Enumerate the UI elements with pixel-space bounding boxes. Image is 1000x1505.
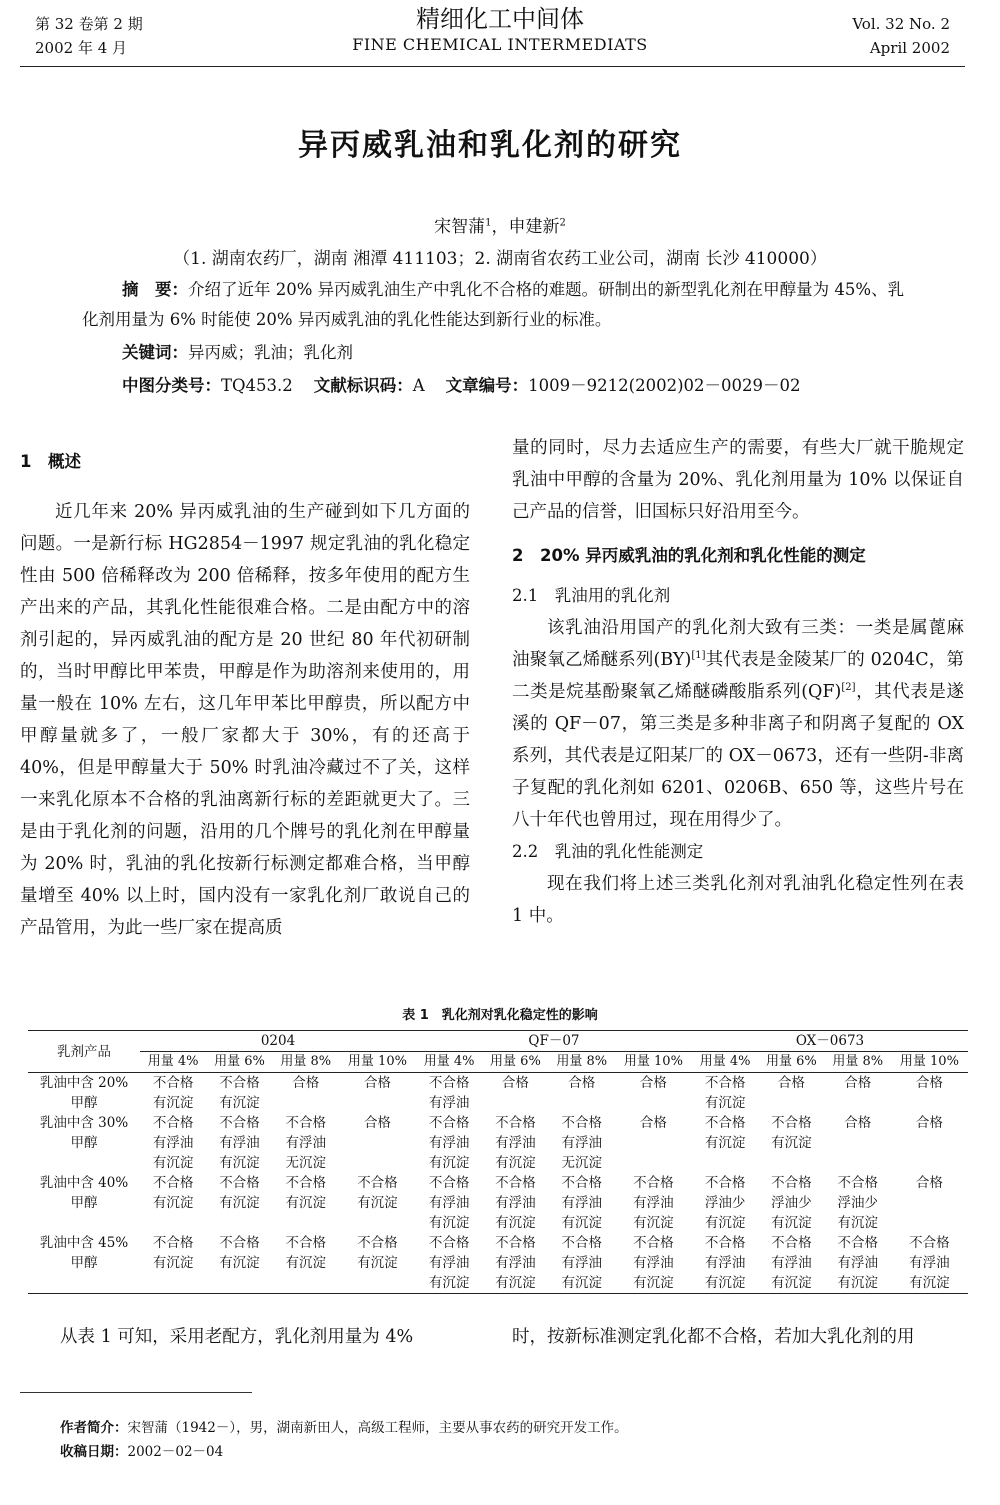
- table-cell-line: 不合格: [633, 1235, 674, 1251]
- table-cell: [273, 1113, 339, 1173]
- reference-1: [1]: [691, 650, 706, 662]
- table-cell-line: 不合格: [837, 1175, 878, 1191]
- keywords: [122, 339, 353, 363]
- section-2-heading: 2 20% 异丙威乳油的乳化剂和乳化性能的测定: [512, 546, 866, 565]
- table-cell-line: 不合格: [704, 1175, 746, 1191]
- table-cell-line: 有沉淀: [704, 1275, 746, 1291]
- date-cn: 2002 年 4 月: [35, 39, 128, 57]
- table-cell: [206, 1113, 272, 1173]
- table-cell-line: 不合格: [495, 1175, 536, 1191]
- table-cell: [140, 1173, 206, 1233]
- table-cell-line: 有沉淀: [495, 1275, 536, 1291]
- table-cell-line: 合格: [915, 1115, 943, 1131]
- table-cell-line: 有沉淀: [285, 1195, 326, 1211]
- table-cell: [140, 1113, 206, 1173]
- table-cell-line: 有沉淀: [152, 1095, 194, 1111]
- table-cell: [692, 1073, 758, 1114]
- table-row-label-line: 乳油中含 30%: [39, 1115, 129, 1131]
- table-cell: [482, 1073, 548, 1114]
- table-cell: [273, 1073, 339, 1114]
- received-date-value: 2002－02－04: [127, 1444, 224, 1460]
- table-subheader-cell: 用量 10%: [339, 1052, 416, 1073]
- table-subheader-row: [28, 1052, 968, 1073]
- table-cell: [482, 1113, 548, 1173]
- table-group-qf07: QF－07: [416, 1031, 692, 1052]
- clc-label: 中图分类号：: [122, 376, 221, 395]
- table-cell-line: 合格: [363, 1075, 391, 1091]
- affiliations: （1. 湖南农药厂，湖南 湘潭 411103；2. 湖南省农药工业公司，湖南 长沙 410000）: [173, 249, 827, 269]
- table-cell-line: 有浮油: [495, 1195, 536, 1211]
- table-cell-line: 合格: [777, 1075, 805, 1091]
- author-2-affil: 2: [559, 217, 566, 229]
- table-cell-line: 不合格: [428, 1075, 470, 1091]
- section-2-2-paragraph: 现在我们将上述三类乳化剂对乳油乳化稳定性列在表 1 中。: [512, 874, 964, 926]
- table-cell-line: 有沉淀: [837, 1275, 878, 1291]
- table-row: [28, 1113, 968, 1173]
- table-cell-line: 有沉淀: [633, 1215, 674, 1231]
- table-cell-line: 不合格: [704, 1075, 746, 1091]
- journal-name-en: FINE CHEMICAL INTERMEDIATS: [352, 35, 648, 54]
- table-row-label-line: 甲醇: [70, 1135, 98, 1151]
- table-cell: [273, 1173, 339, 1233]
- table-cell-line: 有沉淀: [357, 1255, 398, 1271]
- table-cell-line: 不合格: [219, 1235, 260, 1251]
- received-date: [60, 1440, 223, 1460]
- doc-code-value: A: [412, 376, 425, 395]
- table-cell-line: 合格: [501, 1075, 529, 1091]
- table-cell-line: 有沉淀: [152, 1155, 194, 1171]
- table-1-caption: 表 1 乳化剂对乳化稳定性的影响: [402, 1008, 598, 1023]
- table-row-label-line: 甲醇: [70, 1255, 98, 1271]
- table-cell-line: 有沉淀: [428, 1275, 470, 1291]
- table-cell-line: 有沉淀: [219, 1195, 260, 1211]
- article-no-label: 文章编号：: [445, 376, 529, 395]
- table-body: [28, 1073, 968, 1294]
- table-cell-line: 不合格: [704, 1115, 746, 1131]
- article-title: 异丙威乳油和乳化剂的研究: [298, 128, 682, 163]
- table-cell-line: 无沉淀: [561, 1155, 602, 1171]
- after-table-text-right: 时，按新标准测定乳化都不合格，若加大乳化剂的用: [512, 1327, 915, 1347]
- table-cell: [416, 1073, 482, 1114]
- author-bio-label: 作者简介：: [60, 1420, 128, 1436]
- doc-code-label: 文献标识码：: [313, 376, 413, 395]
- table-row-label-line: 乳油中含 40%: [39, 1175, 129, 1191]
- table-cell-line: 有沉淀: [152, 1195, 194, 1211]
- section-2-1-text-b: 其代表是金陵某厂的 0204C，第二类是烷基酚聚氧乙烯醚磷酸脂系列(QF): [512, 650, 964, 702]
- table-cell: [482, 1233, 548, 1294]
- table-row: [28, 1173, 968, 1233]
- table-cell-line: 合格: [363, 1115, 391, 1131]
- journal-name-cn: 精细化工中间体: [416, 5, 584, 33]
- table-cell: [140, 1073, 206, 1114]
- author-bio: [60, 1416, 628, 1436]
- section-2-2-heading: 2.2 乳油的乳化性能测定: [512, 842, 704, 861]
- table-cell-line: 不合格: [219, 1115, 260, 1131]
- table-cell-line: 不合格: [561, 1115, 602, 1131]
- table-cell: [416, 1173, 482, 1233]
- table-cell: [339, 1233, 416, 1294]
- table-cell-line: 有沉淀: [704, 1095, 746, 1111]
- table-cell-line: 不合格: [495, 1115, 536, 1131]
- author-bio-text: 宋智蒲（1942－），男，湖南新田人，高级工程师，主要从事农药的研究开发工作。: [127, 1420, 628, 1436]
- table-cell-line: 不合格: [837, 1235, 878, 1251]
- table-cell-line: 无沉淀: [285, 1155, 326, 1171]
- table-cell-line: 有浮油: [285, 1135, 326, 1151]
- left-column: [20, 446, 470, 944]
- journal-name: [0, 4, 1000, 56]
- table-cell: [891, 1073, 968, 1114]
- table-cell-line: 有浮油: [495, 1255, 536, 1271]
- table-cell-line: 合格: [915, 1175, 943, 1191]
- authors: [0, 212, 1000, 237]
- table-cell-line: 有浮油: [633, 1195, 674, 1211]
- table-cell-line: 不合格: [561, 1175, 602, 1191]
- table-cell-line: 有沉淀: [771, 1215, 812, 1231]
- table-cell-line: 有沉淀: [495, 1215, 536, 1231]
- table-row-label-line: 乳油中含 20%: [39, 1075, 129, 1091]
- table-cell: [692, 1113, 758, 1173]
- table-cell-line: 有浮油: [495, 1135, 536, 1151]
- abstract: [82, 275, 912, 335]
- table-cell-line: 浮油少: [837, 1195, 878, 1211]
- table-subheader-cell: 用量 4%: [692, 1052, 758, 1073]
- issue-info-en: [852, 12, 950, 60]
- table-cell-line: 不合格: [495, 1235, 536, 1251]
- author-1-affil: 1: [485, 217, 492, 229]
- table-cell-line: 有浮油: [219, 1135, 260, 1151]
- table-cell-line: 有浮油: [837, 1255, 878, 1271]
- table-row-label-line: 甲醇: [70, 1195, 98, 1211]
- volume-en: Vol. 32 No. 2: [852, 15, 950, 33]
- table-cell-line: 有沉淀: [909, 1275, 950, 1291]
- received-date-label: 收稿日期：: [60, 1444, 128, 1460]
- table-cell-line: 不合格: [771, 1235, 812, 1251]
- table-cell: [891, 1173, 968, 1233]
- section-2-1-text-c: ，其代表是遂溪的 QF－07，第三类是多种非离子和阴离子复配的 OX 系列，其代表是辽阳某厂的 OX－0673，还有一些阴-非离子复配的乳化剂如 6201、0206B、650 等，这些片号在八十年代也曾用过，现在用得少了。: [512, 682, 964, 830]
- section-2-1-text-a: 该乳油沿用国产的乳化剂大致有三类：一类是属蓖麻油聚氧乙烯醚系列(BY): [512, 618, 964, 670]
- table-cell-line: 有沉淀: [219, 1255, 260, 1271]
- table-cell: [140, 1233, 206, 1294]
- table-cell-line: 有沉淀: [285, 1255, 326, 1271]
- table-cell: [758, 1113, 824, 1173]
- table-cell-line: 合格: [844, 1075, 872, 1091]
- table-cell-line: 合格: [639, 1075, 667, 1091]
- table-cell-line: 有浮油: [428, 1195, 470, 1211]
- table-cell: [758, 1173, 824, 1233]
- table-subheader-cell: 用量 6%: [758, 1052, 824, 1073]
- table-row-label-line: 甲醇: [70, 1095, 98, 1111]
- table-group-ox0673: OX－0673: [692, 1031, 968, 1052]
- classification: [122, 372, 801, 396]
- table-cell-line: 不合格: [152, 1075, 194, 1091]
- section-1-paragraph: 近几年来 20% 异丙威乳油的生产碰到如下几方面的问题。一是新行标 HG2854－1997 规定乳油的乳化稳定性由 500 倍稀释改为 200 倍稀释，按多年使用的配方生产出来的产品，其乳化性能很难合格。二是由配方中的溶剂引起的，异丙威乳油的配方是 20 世纪 80 年代初研制的，当时甲醇比甲苯贵，甲醇是作为助溶剂来使用的，用量一般在 10% 左右，这几年甲苯比甲醇贵，所以配方中甲醇量就多了，一般厂家都大于 30%，有的还高于 40%，但是甲醇量大于 50% 时乳油冷藏过不了关，这样一来乳化原本不合格的乳油离新行标的差距就更大了。三是由于乳化剂的问题，沿用的几个牌号的乳化剂在甲醇量为 20% 时，乳油的乳化按新行标测定都难合格，当甲醇量增至 40% 以上时，国内没有一家乳化剂厂敢说自己的产品管用，为此一些厂家在提高质: [20, 502, 470, 938]
- table-row-label: [28, 1073, 140, 1114]
- abstract-label: 摘 要：: [122, 280, 188, 299]
- table-cell-line: 不合格: [152, 1115, 194, 1131]
- table-cell-line: 有沉淀: [633, 1275, 674, 1291]
- table-subheader-cell: 用量 4%: [140, 1052, 206, 1073]
- table-cell-line: 不合格: [219, 1075, 260, 1091]
- table-cell-line: 有沉淀: [704, 1135, 746, 1151]
- right-column: [512, 432, 964, 932]
- table-cell: [692, 1173, 758, 1233]
- table-cell-line: 有沉淀: [428, 1155, 470, 1171]
- volume-cn: 第 32 卷第 2 期: [35, 15, 143, 33]
- table-cell: [549, 1233, 615, 1294]
- table-cell-line: 不合格: [357, 1235, 398, 1251]
- table-subheader-cell: 用量 4%: [416, 1052, 482, 1073]
- table-cell: [758, 1073, 824, 1114]
- table-cell-line: 不合格: [909, 1235, 950, 1251]
- table-cell-line: 有浮油: [561, 1135, 602, 1151]
- table-cell: [549, 1073, 615, 1114]
- table-cell: [206, 1233, 272, 1294]
- table-cell-line: 有沉淀: [219, 1095, 260, 1111]
- table-cell: [758, 1233, 824, 1294]
- table-cell-line: 合格: [568, 1075, 596, 1091]
- table-cell-line: 不合格: [285, 1235, 326, 1251]
- table-cell-line: 不合格: [152, 1175, 194, 1191]
- table-cell-line: 有沉淀: [561, 1215, 602, 1231]
- table-cell-line: 有浮油: [704, 1255, 746, 1271]
- table-cell-line: 不合格: [285, 1115, 326, 1131]
- table-subheader-cell: 用量 8%: [825, 1052, 891, 1073]
- table-cell: [615, 1073, 692, 1114]
- table-cell-line: 有浮油: [909, 1255, 950, 1271]
- author-1: 宋智蒲: [434, 217, 486, 237]
- header-rule: [20, 66, 965, 67]
- table-cell-line: 不合格: [357, 1175, 398, 1191]
- section-2-1-paragraph: [512, 612, 964, 836]
- table-row-label: [28, 1113, 140, 1173]
- table-cell: [615, 1233, 692, 1294]
- article-no-value: 1009－9212(2002)02－0029－02: [528, 376, 801, 395]
- table-cell-line: 合格: [915, 1075, 943, 1091]
- table-cell-line: 浮油少: [771, 1195, 812, 1211]
- keywords-text: 异丙威；乳油；乳化剂: [188, 343, 353, 362]
- table-cell-line: 不合格: [704, 1235, 746, 1251]
- table-row: [28, 1073, 968, 1114]
- table-cell-line: 有沉淀: [357, 1195, 398, 1211]
- table-cell: [549, 1113, 615, 1173]
- table-cell: [891, 1233, 968, 1294]
- table-row: [28, 1233, 968, 1294]
- table-cell-line: 不合格: [633, 1175, 674, 1191]
- table-cell-line: 不合格: [428, 1115, 470, 1131]
- table-subheader-cell: 用量 8%: [273, 1052, 339, 1073]
- table-cell: [825, 1233, 891, 1294]
- table-cell-line: 有沉淀: [428, 1215, 470, 1231]
- table-subheader-cell: 用量 6%: [206, 1052, 272, 1073]
- table-cell: [339, 1113, 416, 1173]
- table-subheader-cell: 用量 10%: [891, 1052, 968, 1073]
- table-cell: [825, 1173, 891, 1233]
- table-cell-line: 不合格: [771, 1115, 812, 1131]
- after-table-text-left: 从表 1 可知，采用老配方，乳化剂用量为 4%: [60, 1327, 414, 1347]
- table-subheader-cell: 用量 6%: [482, 1052, 548, 1073]
- table-cell-line: 有沉淀: [837, 1215, 878, 1231]
- table-cell-line: 不合格: [428, 1175, 470, 1191]
- table-cell: [273, 1233, 339, 1294]
- table-cell-line: 有浮油: [561, 1195, 602, 1211]
- table-row-label-line: 乳油中含 45%: [39, 1235, 129, 1251]
- table-cell-line: 有沉淀: [704, 1215, 746, 1231]
- table-cell: [692, 1233, 758, 1294]
- table-cell-line: 有浮油: [633, 1255, 674, 1271]
- table-cell-line: 有沉淀: [495, 1155, 536, 1171]
- table-cell-line: 合格: [292, 1075, 320, 1091]
- section-2-1-heading: 2.1 乳油用的乳化剂: [512, 586, 671, 605]
- table-group-0204: 0204: [140, 1031, 416, 1052]
- table-cell-line: 有沉淀: [152, 1255, 194, 1271]
- table-cell-line: 有沉淀: [561, 1275, 602, 1291]
- table-cell: [206, 1173, 272, 1233]
- section-1-heading: 1 概述: [20, 452, 81, 471]
- clc-value: TQ453.2: [221, 376, 293, 395]
- table-cell-line: 合格: [639, 1115, 667, 1131]
- table-cell-line: 有沉淀: [219, 1155, 260, 1171]
- table-1: [28, 1030, 968, 1294]
- table-cell: [339, 1173, 416, 1233]
- keywords-label: 关键词：: [122, 343, 188, 362]
- table-cell-line: 不合格: [428, 1235, 470, 1251]
- table-cell-line: 有浮油: [428, 1135, 470, 1151]
- date-en: April 2002: [869, 39, 950, 57]
- table-group-header-row: [28, 1031, 968, 1052]
- footnote-rule: [20, 1392, 252, 1393]
- abstract-text: 介绍了近年 20% 异丙威乳油生产中乳化不合格的难题。研制出的新型乳化剂在甲醇量为 45%、乳化剂用量为 6% 时能使 20% 异丙威乳油的乳化性能达到新行业的标准。: [82, 280, 905, 329]
- table-cell-line: 不合格: [285, 1175, 326, 1191]
- table-cell: [416, 1113, 482, 1173]
- table-cell-line: 有浮油: [771, 1255, 812, 1271]
- table-cell: [339, 1073, 416, 1114]
- table-cell: [549, 1173, 615, 1233]
- table-cell: [416, 1233, 482, 1294]
- table-cell: [825, 1113, 891, 1173]
- reference-2: [2]: [841, 682, 856, 694]
- table-cell-line: 不合格: [561, 1235, 602, 1251]
- table-cell-line: 有浮油: [428, 1255, 470, 1271]
- continued-paragraph: 量的同时，尽力去适应生产的需要，有些大厂就干脆规定乳油中甲醇的含量为 20%、乳化剂用量为 10% 以保证自己产品的信誉，旧国标只好沿用至今。: [512, 438, 964, 522]
- table-subheader-cell: 用量 10%: [615, 1052, 692, 1073]
- table-row-label: [28, 1173, 140, 1233]
- table-cell: [615, 1113, 692, 1173]
- table-cell-line: 有沉淀: [771, 1135, 812, 1151]
- table-cell: [206, 1073, 272, 1114]
- table-row-label: [28, 1233, 140, 1294]
- table-cell-line: 不合格: [219, 1175, 260, 1191]
- table-cell-line: 浮油少: [704, 1195, 746, 1211]
- table-cell-line: 有浮油: [561, 1255, 602, 1271]
- table-subheader-cell: 用量 8%: [549, 1052, 615, 1073]
- table-cell-line: 有浮油: [428, 1095, 470, 1111]
- table-cell: [891, 1113, 968, 1173]
- table-cell: [615, 1173, 692, 1233]
- table-cell: [825, 1073, 891, 1114]
- table-cell-line: 不合格: [152, 1235, 194, 1251]
- table-cell: [482, 1173, 548, 1233]
- author-2: ，申建新: [491, 217, 560, 237]
- table-cell-line: 不合格: [771, 1175, 812, 1191]
- table-cell-line: 有沉淀: [771, 1275, 812, 1291]
- table-cell-line: 合格: [844, 1115, 872, 1131]
- table-corner-header: 乳剂产品: [28, 1031, 140, 1073]
- table-cell-line: 有浮油: [152, 1135, 194, 1151]
